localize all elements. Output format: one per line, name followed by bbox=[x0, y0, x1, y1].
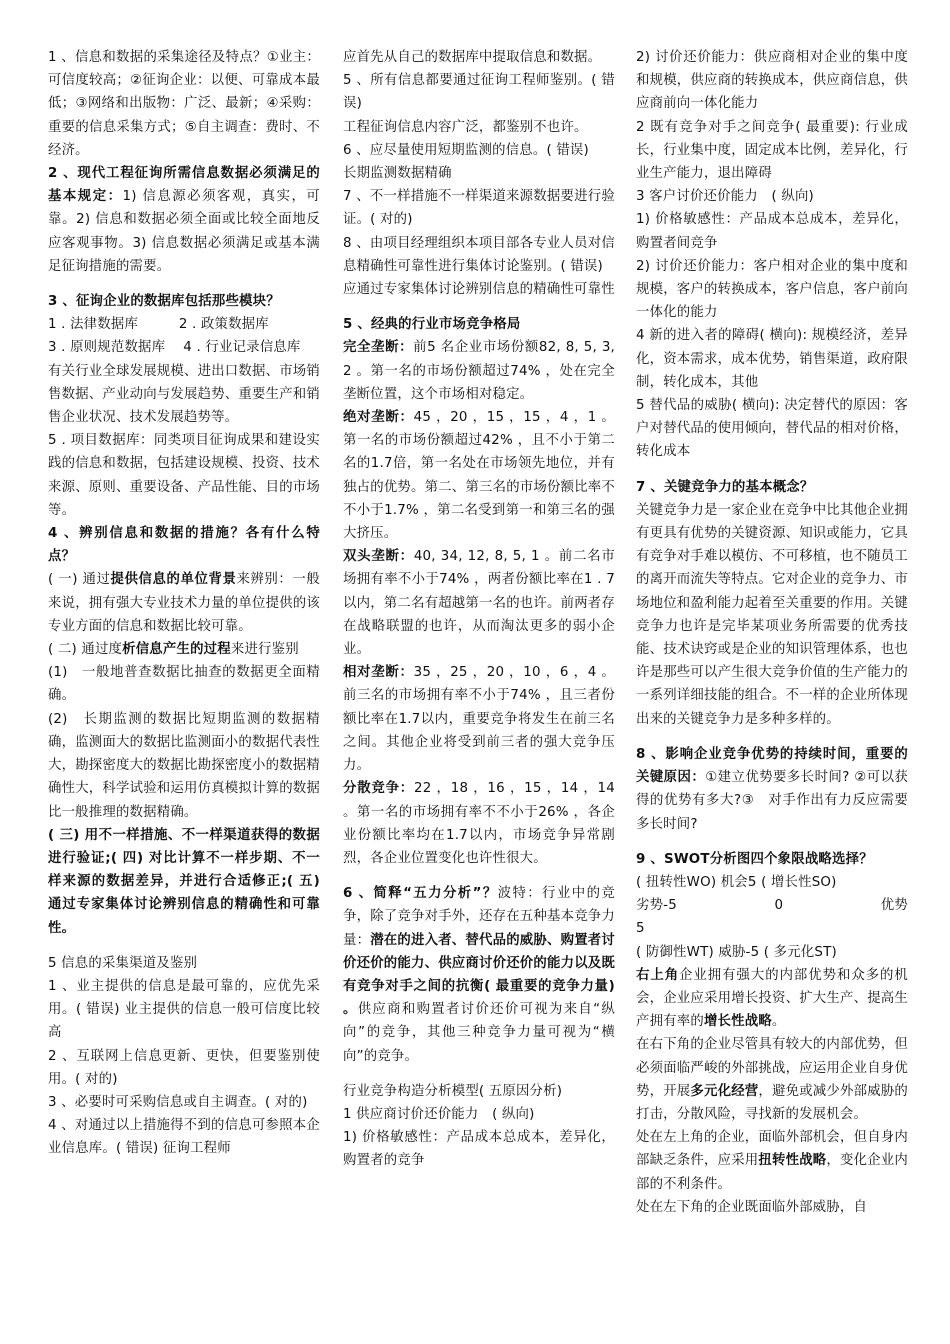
text-paragraph bbox=[48, 952, 320, 975]
paragraph-body: 来辨别：一般来说，拥有强大专业技术力量的单位提供的该专业方面的信息和数据比较可靠。 bbox=[48, 572, 320, 634]
text-paragraph bbox=[343, 1126, 615, 1172]
paragraph-spacer bbox=[343, 1068, 615, 1080]
text-paragraph bbox=[636, 848, 908, 871]
text-paragraph bbox=[636, 185, 908, 208]
paragraph-lead: 5 、所有信息都要通过征询工程师鉴别。( 错误) bbox=[343, 73, 615, 112]
text-paragraph bbox=[343, 406, 615, 545]
paragraph-lead: ( 防御性WT) 威胁-5 ( 多元化ST) bbox=[636, 944, 837, 960]
paragraph-lead: 1 、信息和数据的采集途径及特点？①业主：可信度较高；②征询企业：以便、可靠成本最低；③网络和出版物：广泛、最新；④采购：重要的信息采集方式；⑤自主调查：费时、不经济。 bbox=[48, 50, 320, 158]
text-paragraph bbox=[636, 871, 908, 894]
paragraph-lead: ( 三) 用不一样措施、不一样渠道获得的数据进行验证;( 四) 对比计算不一样步期、不一样来源的数据差异，并进行合适修正;( 五) 通过专家集体讨论辨别信息的精确性和可靠性。 bbox=[48, 827, 320, 936]
paragraph-lead: 完全垄断： bbox=[343, 340, 414, 356]
emphasis-text: 扭转性战略 bbox=[758, 1153, 827, 1169]
paragraph-lead: 8 、影响企业竞争优势的持续时间，重要的关键原因： bbox=[636, 746, 908, 786]
paragraph-body: 35 ，25 ，20 ，10 ，6 ，4 。前三名的市场拥有率不小于74% ，且三者份额比率在1.7以内，重要竞争将发生在前三名之间。其他企业将受到前三者的强大竞争压力。 bbox=[343, 665, 616, 774]
paragraph-lead: 1 、业主提供的信息是最可靠的，应优先采用。( 错误) 业主提供的信息一般可信度比较高 bbox=[48, 978, 320, 1041]
paragraph-lead: 6 、应尽量使用短期监测的信息。( 错误) bbox=[343, 142, 589, 158]
text-paragraph bbox=[636, 1126, 908, 1196]
text-paragraph bbox=[343, 545, 615, 661]
paragraph-spacer bbox=[48, 940, 320, 952]
paragraph-spacer bbox=[48, 278, 320, 290]
text-paragraph bbox=[343, 46, 615, 69]
paragraph-body: 22 ，18 ，16 ，15 ，14 ，14 。第一名的市场拥有率不不小于26% ，各企业份额比率均在1.7以内，市场竞争异常剧烈，各企业位置变化也许性很大。 bbox=[343, 781, 615, 866]
text-paragraph bbox=[636, 116, 908, 186]
text-paragraph bbox=[48, 1091, 320, 1114]
paragraph-lead: 2 、互联网上信息更新、更快，但要鉴别使用。( 对的) bbox=[48, 1048, 320, 1087]
paragraph-lead: 3 、征询企业的数据库包括那些模块？ bbox=[48, 294, 280, 310]
text-paragraph bbox=[636, 46, 908, 116]
paragraph-lead: 2) 讨价还价能力：供应商相对企业的集中度和规模，供应商的转换成本，供应商信息，供应商前向一体化能力 bbox=[636, 50, 908, 112]
paragraph-lead: ( 扭转性WO) 机会5 ( 增长性SO) bbox=[636, 874, 837, 890]
text-paragraph bbox=[636, 476, 908, 499]
paragraph-spacer bbox=[636, 836, 908, 848]
paragraph-tail: ，避免或减少外部威胁的打击，分散风险，寻找新的发展机会。 bbox=[636, 1083, 908, 1122]
paragraph-lead: 2 、现代工程征询所需信息数据必须满足的基本规定： bbox=[48, 166, 320, 205]
text-paragraph bbox=[343, 313, 615, 336]
text-paragraph bbox=[48, 290, 320, 313]
paragraph-lead: 9 、SWOT分析图四个象限战略选择？ bbox=[636, 851, 873, 867]
emphasis-text: 潜在的进入者、替代品的威胁、购置者讨价还价的能力、供应商讨价还价的能力以及既有竞争对手之间的抗衡( 最重要的竞争力量) 。 bbox=[343, 932, 615, 1018]
paragraph-tail: 供应商和购置者讨价还价可视为来自“纵向”的竞争，其他三种竞争力量可视为“横向”的竞争。 bbox=[343, 1002, 615, 1064]
paragraph-lead: ( 二) 通过度 bbox=[48, 642, 123, 658]
text-paragraph bbox=[48, 824, 320, 940]
text-paragraph bbox=[343, 278, 615, 301]
paragraph-body: 45 ，20 ，15 ，15 ，4 ，1 。第一名的市场份额超过42% ，且不小于第二名的1.7倍，第一名处在市场领先地位，并有独占的优势。第二、第三名的市场份额比率不不小于1.7% ，第二名受到第一和第三名的强大挤压。 bbox=[343, 410, 616, 542]
text-paragraph bbox=[48, 1114, 320, 1160]
paragraph-lead: 3 . 原则规范数据库 4 . 行业记录信息库 bbox=[48, 340, 301, 356]
paragraph-body: 左上角的企业，面临外部机会，但自身内部缺乏条件，应采用 bbox=[636, 1130, 908, 1169]
paragraph-lead: 8 、由项目经理组织本项目部各专业人员对信息精确性可靠性进行集体讨论鉴别。( 错误) bbox=[343, 235, 615, 274]
swot-axis-row bbox=[636, 894, 908, 917]
paragraph-lead: 1 . 法律数据库 2 . 政策数据库 bbox=[48, 317, 269, 333]
text-paragraph bbox=[343, 185, 615, 231]
text-paragraph bbox=[343, 336, 615, 406]
paragraph-tail: ，变化企业内部的不利条件。 bbox=[636, 1153, 908, 1192]
paragraph-spacer bbox=[343, 301, 615, 313]
text-paragraph bbox=[343, 69, 615, 115]
paragraph-lead: 双头垄断： bbox=[343, 549, 414, 565]
paragraph-lead: 在 bbox=[636, 1037, 650, 1053]
paragraph-lead: 应通过专家集体讨论辨别信息的精确性可靠性 bbox=[343, 282, 615, 298]
text-paragraph bbox=[636, 208, 908, 254]
paragraph-spacer bbox=[636, 464, 908, 476]
paragraph-lead: 6 、简释“五力分析”？ bbox=[343, 886, 498, 902]
text-paragraph bbox=[636, 941, 908, 964]
paragraph-lead: 1) 价格敏感性：产品成本总成本，差异化，购置者的竞争 bbox=[343, 1130, 615, 1169]
text-paragraph bbox=[48, 638, 320, 661]
text-paragraph bbox=[636, 324, 908, 394]
paragraph-body: 40, 34, 12, 8, 5, 1 。前二名市场拥有率不小于74% ，两者份额比率在1 . 7 以内，第二名有超越第一名的也许。前两者存在战略联盟的也许，从而淘汰更多的弱小企业。 bbox=[343, 549, 616, 658]
swot-axis-label: 劣势-5 bbox=[636, 898, 677, 914]
paragraph-body: 右下角的企业尽管具有较大的内部优势，但必须面临严峻的外部挑战，应运用企业自身优势，开展 bbox=[636, 1037, 908, 1099]
paragraph-lead: 右上角 bbox=[636, 967, 680, 983]
text-paragraph bbox=[48, 46, 320, 162]
paragraph-lead: 关键竞争力是一家企业在竞争中比其他企业拥有更具有优势的关键资源、知识或能力，它具有竞争对手难以模仿、不可移植，也不随员工的离开而流失等特点。它对企业的竞争力、市场地位和盈利能力起着至关重要的作用。关键竞争力也许是完毕某项业务所需要的优秀技能、技术诀窍或是企业的知识管理体系，也也许是那些可以产生很大竞争价值的生产能力的一系列详细技能的组合。不一样的企业所体现出来的关键竞争力是多种多样的。 bbox=[636, 502, 908, 727]
paragraph-body: 波特：行业中的竞争，除了竞争对手外，还存在五种基本竞争力量： bbox=[343, 886, 615, 948]
text-paragraph bbox=[343, 1103, 615, 1126]
text-paragraph bbox=[48, 661, 320, 707]
paragraph-lead: 1 供应商讨价还价能力 ( 纵向) bbox=[343, 1106, 535, 1122]
column-left bbox=[48, 46, 320, 1161]
emphasis-text: 多元化经营 bbox=[690, 1083, 759, 1099]
paragraph-tail: 。 bbox=[771, 1014, 786, 1030]
paragraph-lead: 分散竞争： bbox=[343, 781, 415, 797]
text-paragraph bbox=[48, 708, 320, 824]
paragraph-lead: 5 . 项目数据库：同类项目征询成果和建设实践的信息和数据，包括建设规模、投资、技术来源、原则、重要设备、产品性能、目的市场等。 bbox=[48, 433, 320, 518]
paragraph-lead: ( 一) 通过 bbox=[48, 572, 111, 588]
paragraph-spacer bbox=[636, 731, 908, 743]
text-paragraph bbox=[636, 255, 908, 325]
paragraph-lead: 5 、经典的行业市场竞争格局 bbox=[343, 317, 521, 333]
text-paragraph bbox=[343, 777, 615, 870]
paragraph-lead: 有关行业全球发展规模、进出口数据、市场销售数据、产业动向与发展趋势、重要生产和销售企业状况、技术发展趋势等。 bbox=[48, 363, 320, 426]
paragraph-lead: 7 、关键竞争力的基本概念？ bbox=[636, 479, 814, 495]
text-paragraph bbox=[636, 499, 908, 731]
text-paragraph bbox=[48, 313, 320, 336]
text-paragraph bbox=[636, 394, 908, 464]
text-paragraph bbox=[48, 568, 320, 638]
column-middle bbox=[343, 46, 615, 1173]
paragraph-lead: 3 客户讨价还价能力 ( 纵向) bbox=[636, 189, 814, 205]
text-paragraph bbox=[343, 232, 615, 278]
paragraph-lead: 2) 讨价还价能力：客户相对企业的集中度和规模，客户的转换成本，客户信息，客户前向一体化的能力 bbox=[636, 258, 908, 321]
paragraph-lead: 4 、辨别信息和数据的措施？各有什么特点？ bbox=[48, 526, 320, 565]
paragraph-lead: 行业竞争构造分析模型( 五原因分析) bbox=[343, 1083, 563, 1099]
text-paragraph bbox=[343, 661, 615, 777]
paragraph-lead: (2) 长期监测的数据比短期监测的数据精确，监测面大的数据比监测面小的数据代表性大，勘探密度大的数据比勘探密度小的数据精确性大，科学试验和运用仿真模拟计算的数据比一般推理的数据精确。 bbox=[48, 711, 320, 820]
paragraph-lead: 处在左下角的企业既面临外部威胁，自 bbox=[636, 1199, 868, 1215]
paragraph-lead: 处在 bbox=[636, 1130, 664, 1146]
paragraph-body: 1) 信息源必须客观，真实，可靠。2) 信息和数据必须全面或比较全面地反应客观事物。3) 信息数据必须满足或基本满足征询措施的需要。 bbox=[48, 189, 321, 274]
text-paragraph bbox=[636, 743, 908, 836]
text-paragraph bbox=[636, 1033, 908, 1126]
text-paragraph bbox=[343, 116, 615, 139]
emphasis-text: 析信息产生的过程 bbox=[122, 642, 231, 658]
text-paragraph bbox=[343, 162, 615, 185]
paragraph-lead: 长期监测数据精确 bbox=[343, 166, 452, 182]
paragraph-lead: 4 新的进入者的障碍( 横向): 规模经济，差异化，资本需求，成本优势，销售渠道，政府限制，转化成本，其他 bbox=[636, 328, 908, 390]
text-paragraph bbox=[636, 1196, 908, 1219]
paragraph-lead: 工程征询信息内容广泛，都鉴别不也许。 bbox=[343, 119, 588, 135]
paragraph-lead: 5 替代品的威胁( 横向): 决定替代的原因：客户对替代品的使用倾向，替代品的相对价格，转化成本 bbox=[636, 398, 908, 460]
text-paragraph bbox=[343, 882, 615, 1068]
paragraph-lead: (1) 一般地普查数据比抽查的数据更全面精确。 bbox=[48, 665, 320, 704]
text-paragraph bbox=[48, 429, 320, 522]
text-paragraph bbox=[48, 162, 320, 278]
paragraph-lead: 3 、必要时可采购信息或自主调查。( 对的) bbox=[48, 1094, 308, 1110]
paragraph-lead: 5 bbox=[636, 921, 645, 937]
text-paragraph bbox=[636, 964, 908, 1034]
text-paragraph bbox=[343, 139, 615, 162]
text-paragraph bbox=[636, 917, 908, 940]
paragraph-lead: 7 、不一样措施不一样渠道来源数据要进行验证。( 对的) bbox=[343, 189, 615, 228]
paragraph-lead: 4 、对通过以上措施得不到的信息可参照本企业信息库。( 错误) 征询工程师 bbox=[48, 1118, 320, 1157]
paragraph-body: 前5 名企业市场份额82, 8, 5, 3, 2 。第一名的市场份额超过74% ，处在完全垄断位置，这个市场相对稳定。 bbox=[343, 340, 616, 402]
paragraph-lead: 1) 价格敏感性：产品成本总成本，差异化，购置者间竞争 bbox=[636, 212, 908, 251]
paragraph-body: 来进行鉴别 bbox=[230, 642, 299, 658]
paragraph-spacer bbox=[343, 870, 615, 882]
emphasis-text: 增长性战略 bbox=[703, 1014, 772, 1030]
swot-axis-label: 优势 bbox=[880, 898, 908, 914]
paragraph-body: ①建立优势要多长时间? ②可以获得的优势有多大?③ 对手作出有力反应需要多长时间? bbox=[636, 770, 909, 832]
emphasis-text: 提供信息的单位背景 bbox=[110, 572, 237, 588]
text-paragraph bbox=[48, 360, 320, 430]
text-paragraph bbox=[343, 1080, 615, 1103]
text-paragraph bbox=[48, 336, 320, 359]
text-paragraph bbox=[48, 975, 320, 1045]
paragraph-lead: 相对垄断： bbox=[343, 665, 414, 681]
paragraph-lead: 5 信息的采集渠道及鉴别 bbox=[48, 955, 198, 971]
column-right bbox=[636, 46, 908, 1219]
text-paragraph bbox=[48, 522, 320, 568]
paragraph-lead: 2 既有竞争对手之间竞争( 最重要): 行业成长，行业集中度，固定成本比例，差异化，行业生产能力，退出障碍 bbox=[636, 119, 908, 182]
paragraph-body: 企业拥有强大的内部优势和众多的机会，企业应采用增长投资、扩大生产、提高生产拥有率的 bbox=[636, 967, 908, 1030]
swot-axis-label: 0 bbox=[774, 898, 784, 914]
paragraph-lead: 应首先从自己的数据库中提取信息和数据。 bbox=[343, 50, 602, 65]
paragraph-lead: 绝对垄断： bbox=[343, 410, 414, 426]
text-paragraph bbox=[48, 1045, 320, 1091]
